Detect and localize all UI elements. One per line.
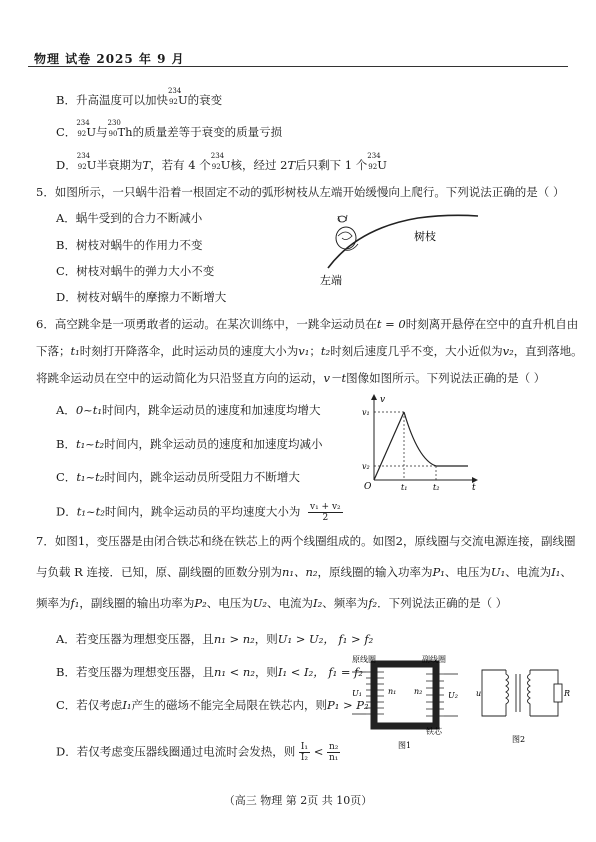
q5-snail-figure [318, 208, 498, 288]
label-branch: 树枝 [414, 230, 436, 243]
svg-text:v: v [380, 395, 386, 405]
q6-option-a: A．0~t₁时间内，跳伞运动员的速度和加速度均增大 [56, 403, 321, 417]
q6-line3: 将跳伞运动员在空中的运动简化为只沿竖直方向的运动，v－t图像如图所示。下列说法正确的是（ ） [36, 371, 546, 385]
q5-option-a: A．蜗牛受到的合力不断减小 [56, 211, 203, 225]
q7-fig2-circuit [476, 662, 572, 748]
q7-line2: 与负载 R 连接．已知，原、副线圈的匝数分别为n₁、n₂，原线圈的输入功率为P₁、电压为U₁、电流为I₁、 [36, 565, 572, 579]
q7-option-b: B．若变压器为理想变压器，且n₁ < n₂，则I₁ < I₂， f₁ = f₂ [56, 665, 364, 679]
q7-option-d: D．若仅考虑变压器线圈通过电流时会发热，则 $\frac{\text{I₁}}{\text{I₂}}$ < $\frac{\text{n₂}}{\text{n₁}}$ [56, 742, 339, 763]
q5-option-d: D．树枝对蜗牛的摩擦力不断增大 [56, 290, 227, 304]
label-left-end: 左端 [320, 274, 342, 287]
svg-text:t₁: t₁ [401, 483, 408, 492]
q6-line1: 6．高空跳伞是一项勇敢者的运动。在某次训练中，一跳伞运动员在t = 0时刻离开悬停在空中的直升机自由 [36, 317, 579, 331]
svg-text:原线圈: 原线圈 [352, 655, 376, 664]
branch-curve [328, 215, 478, 268]
q5-option-c: C．树枝对蜗牛的弹力大小不变 [56, 264, 215, 278]
q5-stem: 5．如图所示，一只蜗牛沿着一根固定不动的弧形树枝从左端开始缓慢向上爬行。下列说法正确的是（ ） [36, 185, 565, 199]
free-fall-segment [374, 412, 404, 480]
q6-option-c: C．t₁~t₂时间内，跳伞运动员所受阻力不断增大 [56, 470, 300, 484]
svg-text:n₂: n₂ [414, 687, 423, 696]
svg-text:U₂: U₂ [448, 691, 458, 700]
q6-option-b: B．t₁~t₂时间内，跳伞运动员的速度和加速度均减小 [56, 437, 323, 451]
q6-line2: 下落；t₁时刻打开降落伞，此时运动员的速度大小为v₁；t₂时刻后速度几乎不变，大小近似为v₂，直到落地。 [36, 344, 583, 358]
svg-text:副线圈: 副线圈 [422, 655, 446, 664]
svg-text:v₂: v₂ [362, 462, 370, 471]
q7-option-c: C．若仅考虑I₁产生的磁场不能完全局限在铁芯内，则P₁ > P₂ [56, 698, 369, 712]
header-rule [28, 66, 568, 67]
q5-option-b: B．树枝对蜗牛的作用力不变 [56, 238, 203, 252]
current-ratio: $\frac{\text{I₁}}{\text{I₂}}$ [300, 742, 309, 763]
page-footer: （高三 物理 第 2页 共 10页） [223, 794, 373, 807]
snail-shell [336, 227, 356, 249]
turns-ratio: $\frac{\text{n₂}}{\text{n₁}}$ [329, 742, 339, 763]
page-header: 物理 试卷 2025 年 9 月 [34, 52, 185, 66]
svg-text:铁芯: 铁芯 [426, 727, 442, 736]
q7-fig1-transformer [348, 654, 464, 750]
q4-option-b: B．升高温度可以加快 234 92 U的衰变 [56, 87, 223, 107]
svg-text:U₁: U₁ [352, 689, 362, 698]
primary-winding [506, 670, 509, 716]
q4-option-c: C． 234 92 U与 230 90 Th的质量差等于衰变的质量亏损 [56, 119, 283, 139]
secondary-winding [528, 670, 531, 716]
q6-option-d: D．t₁~t₂时间内，跳伞运动员的平均速度大小为 $\frac{\text{v₁ + v₂}}{2}$ [56, 502, 341, 523]
q7-line3: 频率为f₁，副线圈的输出功率为P₂、电压为U₂、电流为I₂、频率为f₂．下列说法正确的是（ ） [36, 596, 508, 610]
svg-text:t: t [472, 483, 476, 492]
svg-text:v₁: v₁ [362, 408, 370, 417]
svg-text:图1: 图1 [398, 741, 412, 750]
svg-text:R: R [564, 689, 571, 698]
avg-velocity-fraction: $\frac{\text{v₁ + v₂}}{2}$ [310, 502, 341, 523]
svg-text:u: u [476, 689, 482, 698]
svg-text:n₁: n₁ [388, 687, 397, 696]
q6-vt-graph [360, 392, 480, 492]
svg-text:图2: 图2 [512, 735, 526, 744]
q7-option-a: A．若变压器为理想变压器，且n₁ > n₂，则U₁ > U₂， f₁ > f₂ [56, 632, 374, 646]
svg-text:t₂: t₂ [433, 483, 440, 492]
deceleration-curve [404, 412, 468, 466]
svg-text:O: O [364, 482, 372, 492]
load-resistor [554, 684, 562, 702]
q7-line1: 7．如图1，变压器是由闭合铁芯和绕在铁芯上的两个线圈组成的。如图2，原线圈与交流电源连接，副线圈 [36, 534, 576, 548]
q4-option-d: D． 234 92 U半衰期为T，若有 4 个 234 92 U核，经过 2T后只剩下 1 个 234 92 U [56, 152, 387, 172]
